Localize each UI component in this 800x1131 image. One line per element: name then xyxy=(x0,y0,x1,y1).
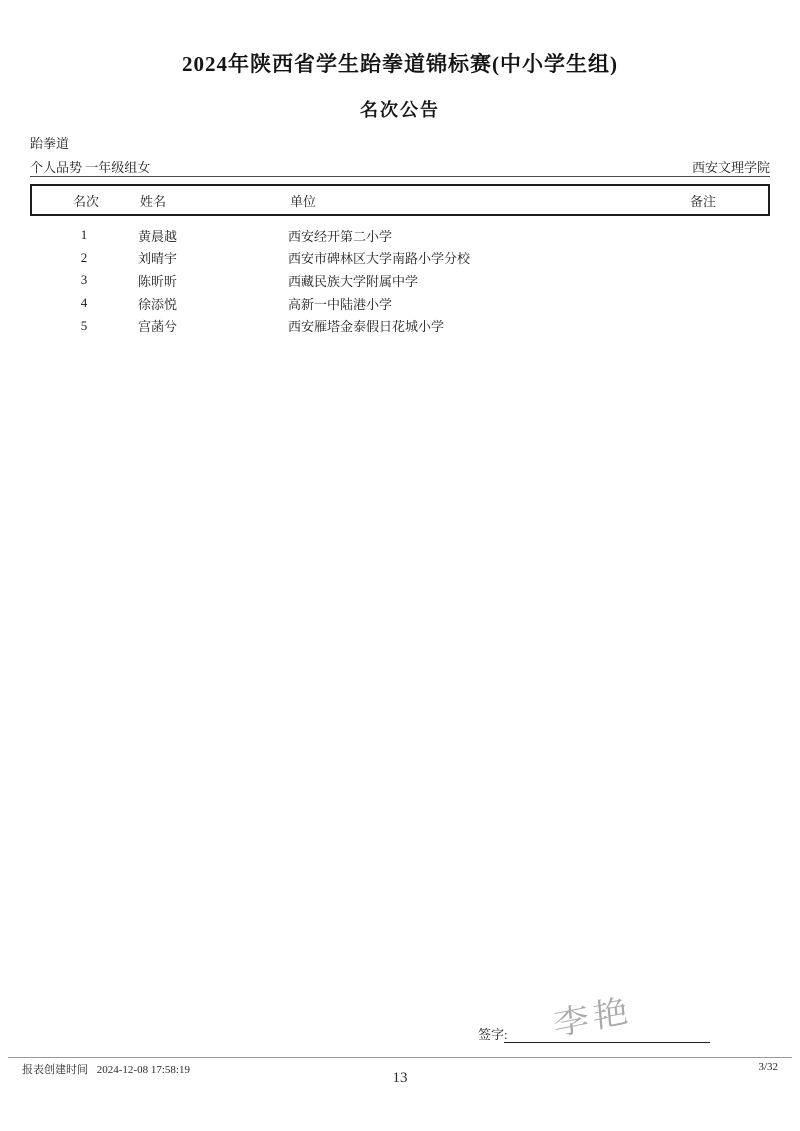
event-label: 个人品势 一年级组女 xyxy=(30,160,151,175)
event-row xyxy=(30,157,770,176)
signature-line xyxy=(504,1042,710,1043)
rank-cell: 5 xyxy=(80,317,88,333)
table-header xyxy=(30,184,770,216)
unit-cell: 西藏民族大学附属中学 xyxy=(288,273,419,289)
name-cell: 黄晨越 xyxy=(138,228,178,244)
page-title: 2024年陕西省学生跆拳道锦标赛(中小学生组) xyxy=(182,52,618,76)
column-header-remark: 备注 xyxy=(690,193,717,209)
sheet-index: 3/32 xyxy=(758,1061,778,1073)
results-table-body xyxy=(30,224,770,337)
name-cell: 陈昕昕 xyxy=(138,273,178,289)
table-row xyxy=(30,224,770,247)
signature-label: 签字: xyxy=(478,1027,508,1042)
page-number: 13 xyxy=(392,1070,408,1086)
column-header-name: 姓名 xyxy=(140,193,167,209)
column-header-rank: 名次 xyxy=(72,193,99,209)
rank-cell: 2 xyxy=(80,249,88,265)
table-row xyxy=(30,314,770,337)
name-cell: 刘晴宇 xyxy=(138,251,178,267)
rank-cell: 1 xyxy=(80,227,88,243)
rank-cell: 3 xyxy=(80,272,88,288)
signature-handwriting: 李艳 xyxy=(551,991,634,1044)
report-created-value: 2024-12-08 17:58:19 xyxy=(96,1064,190,1076)
table-row xyxy=(30,247,770,270)
footer-divider xyxy=(8,1057,792,1058)
name-cell: 宫菡兮 xyxy=(138,319,178,335)
table-row xyxy=(30,292,770,315)
unit-cell: 西安雁塔金泰假日花城小学 xyxy=(288,319,445,335)
page-subtitle: 名次公告 xyxy=(360,100,440,120)
unit-cell: 西安市碑林区大学南路小学分校 xyxy=(288,251,471,267)
name-cell: 徐添悦 xyxy=(138,296,178,312)
table-row xyxy=(30,269,770,292)
unit-cell: 西安经开第二小学 xyxy=(288,228,393,244)
report-created-label: 报表创建时间 xyxy=(22,1064,88,1076)
sport-label: 跆拳道 xyxy=(30,136,70,151)
header-divider xyxy=(30,176,770,177)
unit-cell: 高新一中陆港小学 xyxy=(288,296,393,312)
rank-cell: 4 xyxy=(80,295,88,311)
column-header-unit: 单位 xyxy=(290,193,317,209)
organizer-label: 西安文理学院 xyxy=(691,160,770,175)
